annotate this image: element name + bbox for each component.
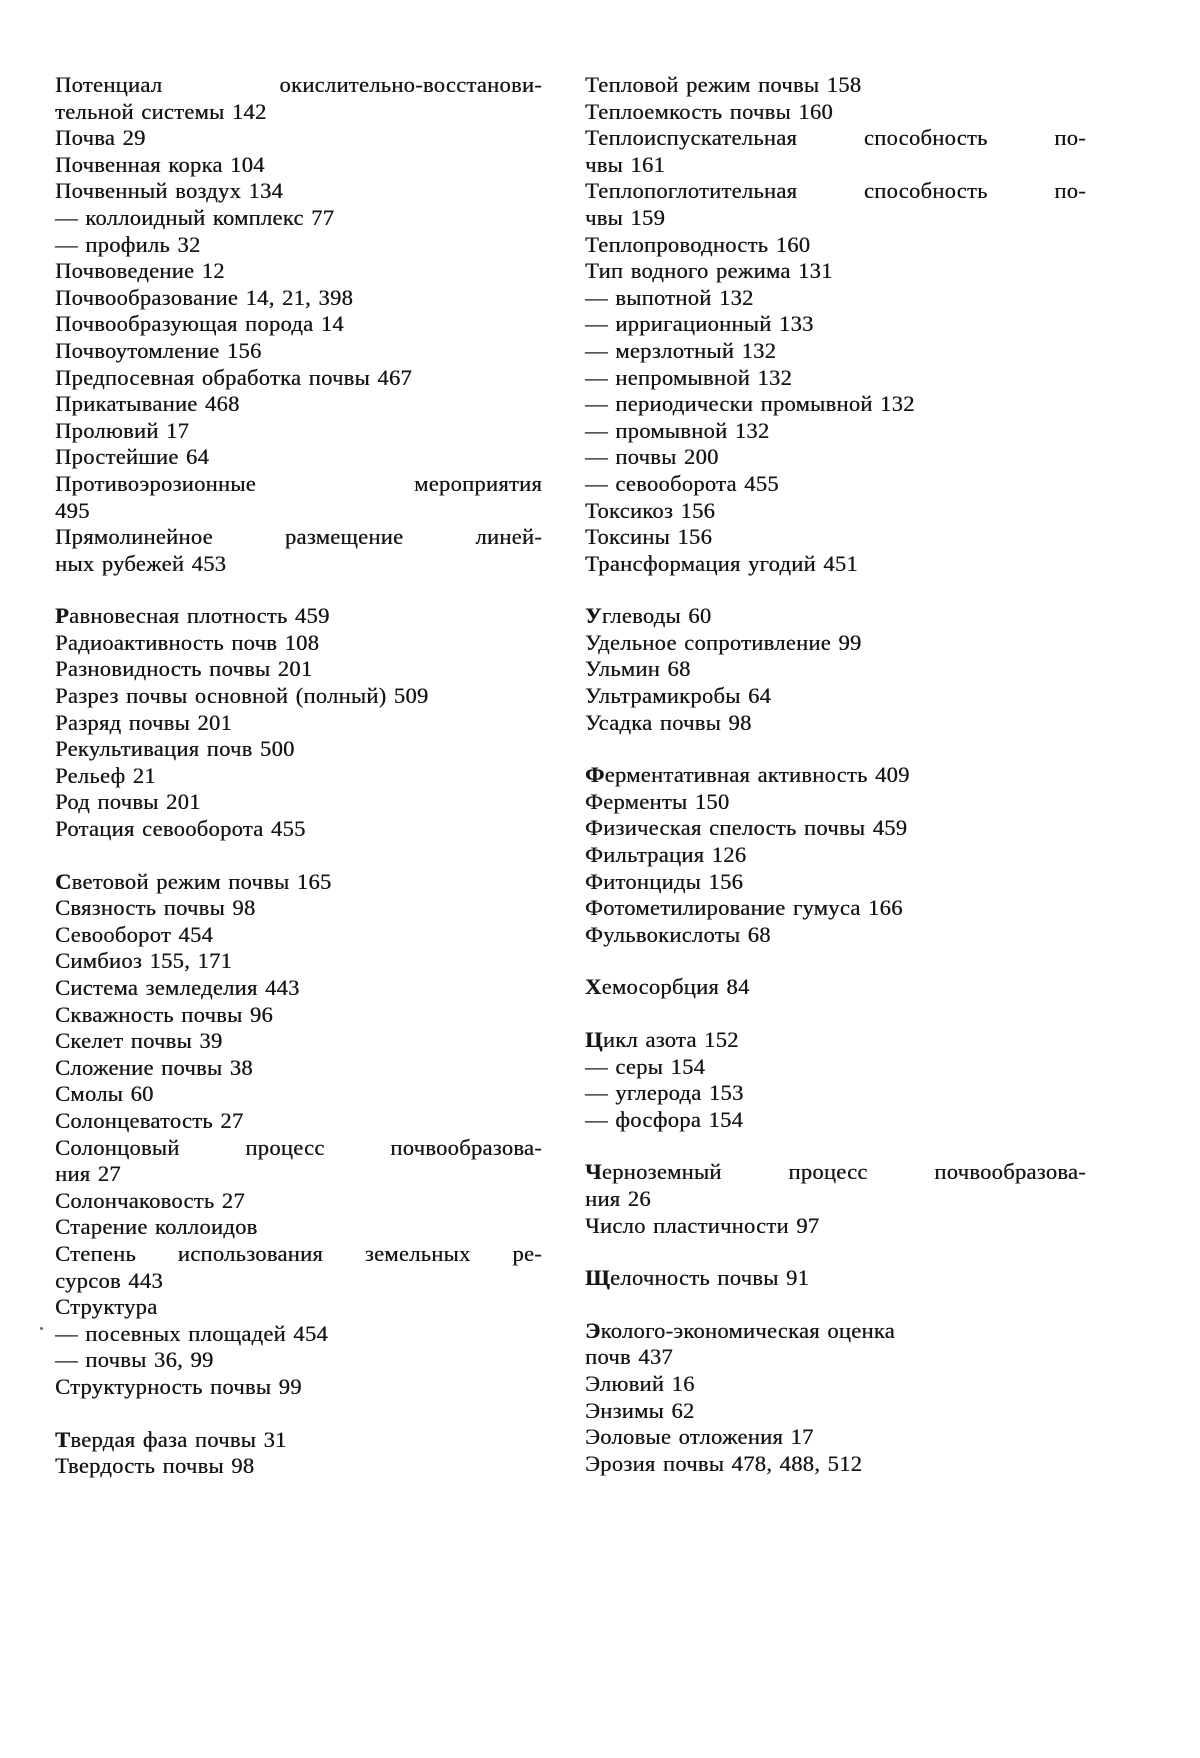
index-entry [585, 418, 1086, 445]
index-entry-line: чвы 161 [585, 151, 666, 177]
index-entry [585, 285, 1086, 312]
index-entry [55, 1028, 542, 1055]
index-entry [55, 232, 542, 259]
index-entry [585, 444, 1086, 471]
index-entry-line: Радиоактивность почв 108 [55, 629, 320, 655]
index-entry [585, 365, 1086, 392]
index-entry-line: Ультрамикробы 64 [585, 683, 772, 709]
index-column-right [585, 72, 1086, 1477]
index-entry-line: Фотометилирование гумуса 166 [585, 895, 903, 921]
index-entry-line: Почва 29 [55, 125, 146, 151]
index-entry [55, 338, 542, 365]
index-entry-line: Связность почвы 98 [55, 895, 256, 921]
index-entry-line: ных рубежей 453 [55, 550, 227, 576]
index-entry-line: Сложение почвы 38 [55, 1054, 253, 1080]
index-entry [585, 311, 1086, 338]
index-entry-line: Тип водного режима 131 [585, 258, 833, 284]
index-entry [585, 842, 1086, 869]
index-entry [55, 683, 542, 710]
index-entry-line: Противоэрозионные мероприятия [55, 470, 542, 496]
index-entry-line: Ферментативная активность 409 [585, 762, 910, 788]
index-entry [55, 258, 542, 285]
index-entry-line: Солончаковость 27 [55, 1187, 245, 1213]
index-entry [55, 789, 542, 816]
index-entry-line: Разрез почвы основной (полный) 509 [55, 683, 429, 709]
index-entry [585, 1027, 1086, 1054]
index-entry [55, 1055, 542, 1082]
index-entry-line: Физическая спелость почвы 459 [585, 815, 908, 841]
index-entry-line: Симбиоз 155, 171 [55, 948, 233, 974]
index-entry [55, 311, 542, 338]
index-entry [585, 789, 1086, 816]
index-entry [55, 1081, 542, 1108]
index-entry-line: ния 27 [55, 1161, 121, 1187]
index-entry [55, 1294, 542, 1321]
index-entry-line: — промывной 132 [585, 417, 770, 443]
index-entry [585, 471, 1086, 498]
index-entry [55, 869, 542, 896]
index-section [55, 603, 542, 842]
index-entry-line: — непромывной 132 [585, 364, 793, 390]
index-entry [585, 974, 1086, 1001]
index-entry [585, 338, 1086, 365]
index-section [585, 974, 1086, 1001]
index-entry-line: Почвенный воздух 134 [55, 178, 284, 204]
index-entry-line: — периодически промывной 132 [585, 391, 915, 417]
index-entry [55, 816, 542, 843]
index-entry-line: Эколого-экономическая оценка [585, 1317, 895, 1343]
index-entry [585, 524, 1086, 551]
index-entry-line: Рекультивация почв 500 [55, 736, 295, 762]
index-entry [55, 1135, 542, 1188]
index-entry-line: Фитонциды 156 [585, 868, 744, 894]
index-entry [55, 1108, 542, 1135]
index-entry-line: Почвоутомление 156 [55, 337, 262, 363]
index-entry-line: Усадка почвы 98 [585, 709, 752, 735]
index-entry [585, 1318, 1086, 1371]
index-entry [585, 391, 1086, 418]
index-entry [55, 1241, 542, 1294]
index-entry-line: Разновидность почвы 201 [55, 656, 313, 682]
index-entry [585, 710, 1086, 737]
index-entry-line: Род почвы 201 [55, 789, 201, 815]
section-initial-letter: Т [55, 1426, 71, 1452]
index-entry [55, 471, 542, 524]
index-entry [55, 1427, 542, 1454]
index-entry [55, 736, 542, 763]
index-entry-line: Солонцеватость 27 [55, 1107, 244, 1133]
index-entry-line: — мерзлотный 132 [585, 337, 777, 363]
index-entry-line: тельной системы 142 [55, 98, 267, 124]
index-entry [585, 125, 1086, 178]
index-entry [55, 948, 542, 975]
index-entry-line: Пролювий 17 [55, 417, 190, 443]
index-entry [585, 1213, 1086, 1240]
index-entry-line: Равновесная плотность 459 [55, 603, 330, 629]
section-initial-letter: Щ [585, 1265, 611, 1291]
index-entry-line: Трансформация угодий 451 [585, 550, 858, 576]
index-entry [585, 683, 1086, 710]
index-entry [55, 178, 542, 205]
index-entry-line: Энзимы 62 [585, 1397, 695, 1423]
index-entry [585, 630, 1086, 657]
index-entry-line: Черноземный процесс почвообразова- [585, 1159, 1086, 1185]
section-initial-letter: У [585, 603, 602, 629]
index-entry [585, 869, 1086, 896]
index-entry-line: Хемосорбция 84 [585, 974, 750, 1000]
index-entry-line: Цикл азота 152 [585, 1027, 739, 1052]
index-entry-line: — севооборота 455 [585, 470, 779, 496]
index-entry [55, 630, 542, 657]
index-entry [585, 258, 1086, 285]
index-entry-line: Прикатывание 468 [55, 391, 240, 417]
index-entry [55, 1374, 542, 1401]
index-entry-line: Севооборот 454 [55, 921, 214, 947]
index-entry-line: Система земледелия 443 [55, 975, 300, 1000]
index-entry-line: Простейшие 64 [55, 444, 210, 470]
index-entry [55, 656, 542, 683]
index-entry-line: Углеводы 60 [585, 603, 712, 629]
index-entry [585, 1265, 1086, 1292]
index-entry [585, 72, 1086, 99]
index-entry-line: Почвообразующая порода 14 [55, 311, 344, 337]
index-section [585, 72, 1086, 577]
index-entry [585, 178, 1086, 231]
index-section [585, 603, 1086, 736]
index-entry [55, 72, 542, 125]
index-entry [55, 895, 542, 922]
index-entry-line: — коллоидный комплекс 77 [55, 204, 335, 230]
index-entry [55, 205, 542, 232]
index-entry-line: Теплоиспускательная способность по- [585, 125, 1086, 151]
index-entry-line: Фульвокислоты 68 [585, 921, 771, 947]
index-entry [55, 125, 542, 152]
index-section [585, 1318, 1086, 1478]
index-entry-line: Структура [55, 1294, 158, 1320]
index-section [55, 869, 542, 1401]
index-entry [55, 1453, 542, 1480]
index-entry-line: Степень использования земельных ре- [55, 1240, 542, 1266]
index-entry [585, 99, 1086, 126]
index-entry [55, 763, 542, 790]
index-entry-line: Ротация севооборота 455 [55, 816, 306, 842]
section-initial-letter: Ф [585, 762, 605, 788]
index-entry-line: Удельное сопротивление 99 [585, 629, 862, 655]
index-entry-line: Щелочность почвы 91 [585, 1265, 810, 1291]
index-entry-line: Элювий 16 [585, 1370, 695, 1396]
index-entry-line: Почвообразование 14, 21, 398 [55, 284, 354, 310]
index-entry [55, 418, 542, 445]
index-entry [55, 285, 542, 312]
index-entry [55, 152, 542, 179]
index-entry [585, 1080, 1086, 1107]
index-entry [585, 1054, 1086, 1081]
index-entry-line: Почвоведение 12 [55, 258, 225, 284]
index-entry [585, 1107, 1086, 1134]
index-entry-line: Прямолинейное размещение линей- [55, 524, 542, 550]
index-entry-line: ния 26 [585, 1185, 651, 1211]
index-entry [55, 1214, 542, 1241]
index-entry [55, 1002, 542, 1029]
index-entry [55, 444, 542, 471]
index-entry-line: Смолы 60 [55, 1081, 154, 1107]
index-entry-line: Тепловой режим почвы 158 [585, 72, 862, 97]
section-initial-letter: Ч [585, 1159, 602, 1185]
index-entry-line: Солонцовый процесс почвообразова- [55, 1134, 542, 1160]
index-entry-line: — профиль 32 [55, 231, 201, 257]
index-entry [55, 524, 542, 577]
index-entry-line: чвы 159 [585, 204, 666, 230]
index-entry-line: Теплоемкость почвы 160 [585, 98, 833, 124]
index-section [585, 762, 1086, 948]
section-initial-letter: Э [585, 1317, 601, 1343]
index-entry-line: Твердая фаза почвы 31 [55, 1426, 287, 1452]
index-entry-line: — почвы 36, 99 [55, 1347, 214, 1373]
index-entry-line: — фосфора 154 [585, 1106, 744, 1132]
index-entry-line: почв 437 [585, 1344, 673, 1370]
index-entry [55, 1188, 542, 1215]
index-entry-line: Токсикоз 156 [585, 497, 716, 523]
index-entry-line: Эрозия почвы 478, 488, 512 [585, 1450, 863, 1476]
index-entry [585, 922, 1086, 949]
index-entry [585, 551, 1086, 578]
index-entry [585, 895, 1086, 922]
index-section [585, 1027, 1086, 1133]
index-entry-line: Теплопроводность 160 [585, 231, 811, 257]
index-entry-line: — выпотной 132 [585, 284, 754, 310]
index-section [585, 1159, 1086, 1239]
index-entry [585, 1424, 1086, 1451]
index-column-left [55, 72, 542, 1480]
index-entry [55, 391, 542, 418]
index-entry [55, 975, 542, 1002]
index-section [585, 1265, 1086, 1292]
index-entry-line: — углерода 153 [585, 1080, 744, 1106]
index-entry [585, 762, 1086, 789]
index-entry [55, 922, 542, 949]
index-entry-line: Скважность почвы 96 [55, 1001, 273, 1027]
index-entry-line: 495 [55, 497, 90, 523]
index-entry-line: Ферменты 150 [585, 788, 730, 814]
index-entry-line: Токсины 156 [585, 524, 713, 550]
index-entry-line: — ирригационный 133 [585, 311, 814, 337]
index-entry-line: Рельеф 21 [55, 762, 156, 788]
index-entry-line: Скелет почвы 39 [55, 1028, 223, 1054]
index-entry-line: — посевных площадей 454 [55, 1320, 328, 1346]
index-entry [55, 603, 542, 630]
index-entry-line: Потенциал окислительно-восстанови- [55, 72, 542, 97]
index-entry [585, 1451, 1086, 1478]
section-initial-letter: С [55, 868, 72, 894]
index-entry [55, 1347, 542, 1374]
index-entry-line: Предпосевная обработка почвы 467 [55, 364, 412, 390]
index-entry-line: — серы 154 [585, 1053, 706, 1079]
index-entry-line: — почвы 200 [585, 444, 719, 470]
index-entry [585, 498, 1086, 525]
index-entry-line: Структурность почвы 99 [55, 1373, 302, 1399]
index-entry [585, 1159, 1086, 1212]
index-entry-line: Теплопоглотительная способность по- [585, 178, 1086, 204]
index-entry [585, 232, 1086, 259]
index-entry-line: Разряд почвы 201 [55, 709, 233, 735]
index-entry [55, 710, 542, 737]
index-entry-line: сурсов 443 [55, 1267, 163, 1293]
section-initial-letter: Р [55, 603, 70, 629]
index-entry-line: Фильтрация 126 [585, 842, 747, 868]
index-entry-line: Твердость почвы 98 [55, 1453, 255, 1479]
index-section [55, 1427, 542, 1480]
index-entry [585, 1398, 1086, 1425]
index-entry [585, 815, 1086, 842]
section-initial-letter: Ц [585, 1027, 603, 1052]
index-entry-line: Старение коллоидов [55, 1214, 258, 1240]
index-entry-line: Эоловые отложения 17 [585, 1424, 814, 1450]
scan-speck-artifact [40, 1327, 43, 1330]
section-initial-letter: Х [585, 974, 602, 1000]
index-entry-line: Число пластичности 97 [585, 1212, 820, 1238]
index-entry [585, 603, 1086, 630]
index-entry-line: Световой режим почвы 165 [55, 868, 332, 894]
index-entry [55, 1321, 542, 1348]
index-entry [55, 365, 542, 392]
index-section [55, 72, 542, 577]
index-entry [585, 1371, 1086, 1398]
index-entry-line: Почвенная корка 104 [55, 151, 265, 177]
index-entry-line: Ульмин 68 [585, 656, 691, 682]
index-entry [585, 656, 1086, 683]
